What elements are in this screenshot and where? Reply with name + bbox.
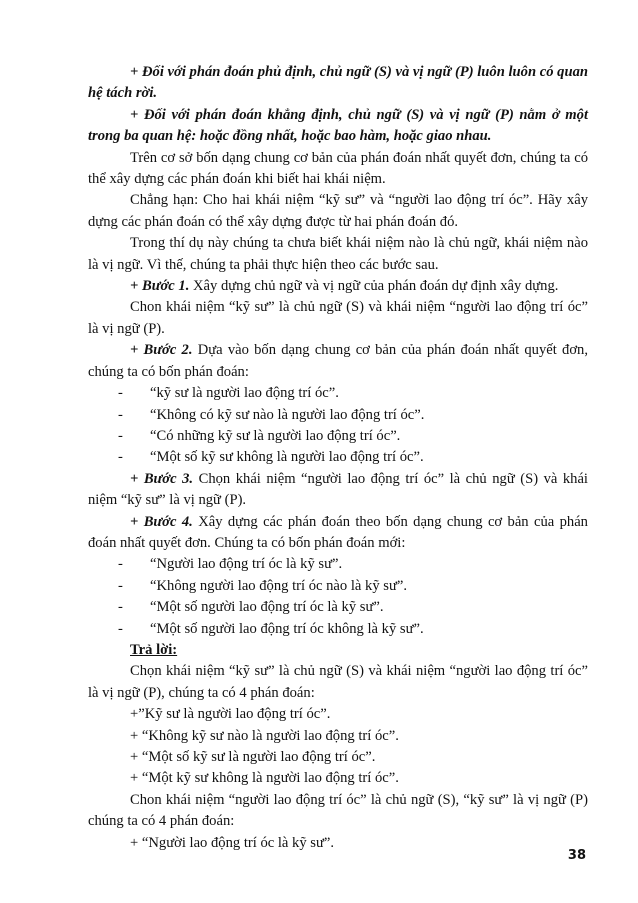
list-item: + “Người lao động trí óc là kỹ sư”. bbox=[130, 834, 335, 851]
list-item: + “Một kỹ sư không là người lao động trí óc”. bbox=[130, 770, 399, 787]
dash-marker: - bbox=[118, 620, 123, 637]
step-4-label: + Bước 4. bbox=[130, 513, 193, 530]
step-3-label: + Bước 3. bbox=[130, 470, 194, 487]
paragraph-affirmative-judgment: + Đối với phán đoán khẳng định, chủ ngữ (S) và vị ngữ (P) nằm ở một trong ba quan hệ: hoặc đồng nhất, hoặc bao hàm, hoặc giao nhau. bbox=[88, 106, 588, 145]
page-number: 38 bbox=[567, 848, 586, 863]
list-item-text: “Không người lao động trí óc nào là kỹ sư”. bbox=[150, 577, 407, 594]
list-item bbox=[88, 619, 588, 640]
judgment-list-3 bbox=[88, 704, 588, 790]
list-item bbox=[88, 597, 588, 618]
paragraph-answer-2: Chon khái niệm “người lao động trí óc” là chủ ngữ (S), “kỹ sư” là vị ngữ (P) chúng ta có 4 phán đoán: bbox=[88, 791, 588, 830]
dash-marker: - bbox=[118, 599, 123, 616]
paragraph-negative-judgment: + Đối với phán đoán phủ định, chủ ngữ (S) và vị ngữ (P) luôn luôn có quan hệ tách rời. bbox=[88, 64, 588, 102]
step-4 bbox=[88, 512, 588, 555]
list-item bbox=[88, 426, 588, 447]
step-1-text: Xây dựng chủ ngữ và vị ngữ của phán đoán dự định xây dựng. bbox=[189, 278, 559, 295]
list-item bbox=[88, 405, 588, 426]
document-page bbox=[88, 62, 588, 854]
step-2-text: Dựa vào bốn dạng chung cơ bản của phán đoán nhất quyết đơn, chúng ta có bốn phán đoán: bbox=[88, 342, 588, 380]
list-item-text: “Một số người lao động trí óc không là kỹ sư”. bbox=[150, 620, 424, 637]
list-item-text: “Có những kỹ sư là người lao động trí óc”. bbox=[150, 427, 401, 444]
list-item: + “Một số kỹ sư là người lao động trí óc”. bbox=[130, 749, 376, 765]
paragraph-unknown-subject: Trong thí dụ này chúng ta chưa biết khái niệm nào là chủ ngữ, khái niệm nào là vị ngữ. Vì thế, chúng ta phải thực hiện theo các bước sau. bbox=[88, 235, 588, 273]
step-3 bbox=[88, 469, 588, 512]
step-4-text: Xây dựng các phán đoán theo bốn dạng chung cơ bản của phán đoán nhất quyết đơn. Chúng ta có bốn phán đoán mới: bbox=[88, 513, 588, 551]
list-item-text: “Một số người lao động trí óc là kỹ sư”. bbox=[150, 599, 384, 616]
judgment-list-1 bbox=[88, 383, 588, 469]
step-2 bbox=[88, 340, 588, 383]
list-item-text: “Một số kỹ sư không là người lao động trí óc”. bbox=[150, 449, 424, 466]
step-1-label: + Bước 1. bbox=[130, 278, 190, 295]
list-item-text: “Không có kỹ sư nào là người lao động trí óc”. bbox=[150, 406, 425, 423]
paragraph-choose-subject: Chon khái niệm “kỹ sư” là chủ ngữ (S) và khái niệm “người lao động trí óc” là vị ngữ (P). bbox=[88, 299, 588, 337]
step-2-label: + Bước 2. bbox=[130, 342, 193, 359]
dash-marker: - bbox=[118, 406, 123, 423]
step-3-text: Chọn khái niệm “người lao động trí óc” là chủ ngữ (S) và khái niệm “kỹ sư” là vị ngữ (P). bbox=[88, 470, 588, 509]
paragraph-basis: Trên cơ sở bốn dạng chung cơ bản của phán đoán nhất quyết đơn, chúng ta có thể xây dựng các phán đoán khi biết hai khái niệm. bbox=[88, 149, 588, 188]
paragraph-answer-1: Chọn khái niệm “kỹ sư” là chủ ngữ (S) và khái niệm “người lao động trí óc” là vị ngữ (P), chúng ta có 4 phán đoán: bbox=[88, 663, 588, 701]
list-item bbox=[88, 447, 588, 468]
list-item: +”Kỹ sư là người lao động trí óc”. bbox=[130, 706, 331, 723]
dash-marker: - bbox=[118, 449, 123, 466]
list-item: + “Không kỹ sư nào là người lao động trí óc”. bbox=[130, 727, 399, 744]
list-item bbox=[88, 554, 588, 575]
list-item-text: “Người lao động trí óc là kỹ sư”. bbox=[150, 556, 343, 573]
list-item bbox=[88, 383, 588, 404]
step-1 bbox=[88, 276, 588, 297]
dash-marker: - bbox=[118, 577, 123, 594]
paragraph-example: Chẳng hạn: Cho hai khái niệm “kỹ sư” và “người lao động trí óc”. Hãy xây dựng các phán đoán có thể xây dựng được từ hai phán đoán đó. bbox=[88, 192, 588, 230]
list-item-text: “kỹ sư là người lao động trí óc”. bbox=[150, 385, 339, 402]
dash-marker: - bbox=[118, 427, 123, 444]
dash-marker: - bbox=[118, 385, 123, 402]
dash-marker: - bbox=[118, 556, 123, 573]
list-item bbox=[88, 576, 588, 597]
answer-heading: Trả lời: bbox=[130, 641, 178, 658]
judgment-list-2 bbox=[88, 554, 588, 640]
